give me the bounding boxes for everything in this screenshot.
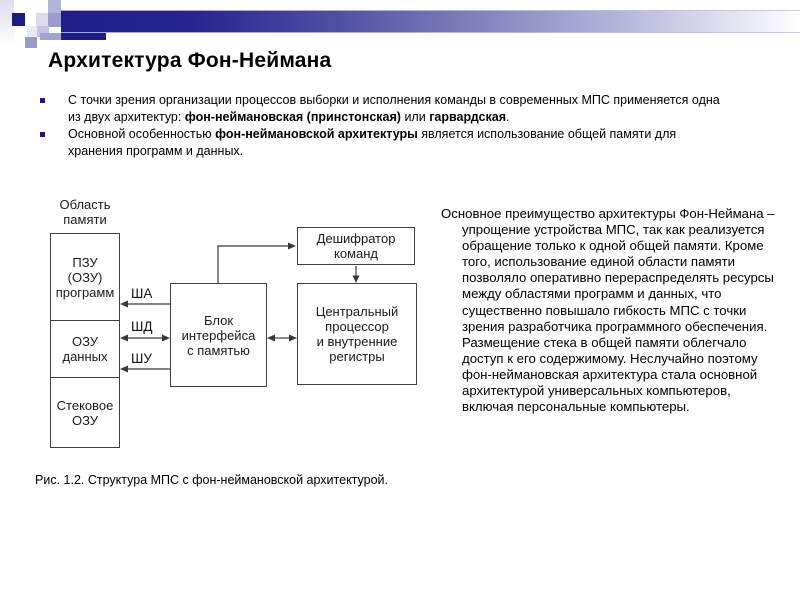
command-decoder-box: Дешифратор команд (297, 227, 415, 265)
address-bus-label: ША (131, 286, 153, 301)
memory-column (50, 233, 120, 448)
memory-area-label: Область памяти (59, 197, 111, 227)
cpu-box: Центральный процессор и внутренние регистры (297, 283, 417, 385)
decor-square (12, 13, 25, 26)
bullet-item (38, 92, 734, 126)
bullet-text: С точки зрения организации процессов выборки и исполнения команды в современных МПС применяется одна из двух архитектур: фон-неймановская (принстонская) или гарвардская. (68, 93, 720, 124)
memory-cell-rom-program: ПЗУ (ОЗУ) программ (51, 234, 119, 321)
memory-cell-ram-data: ОЗУ данных (51, 321, 119, 378)
bullet-text: Основной особенностью фон-неймановской архитектуры является использование общей памяти для хранения программ и данных. (68, 127, 677, 158)
bullet-item (38, 126, 734, 160)
bullet-list (38, 92, 734, 160)
memory-interface-box: Блок интерфейса с памятью (170, 283, 267, 387)
slide-title: Архитектура Фон-Неймана (48, 49, 332, 72)
bullet-square-icon (40, 98, 45, 103)
decor-square (48, 13, 61, 27)
control-bus-label: ШУ (131, 351, 152, 366)
decor-square (40, 33, 61, 40)
memory-cell-stack-ram: Стековое ОЗУ (56, 397, 114, 428)
decor-square (27, 26, 37, 37)
decor-gradient-bar (61, 10, 800, 33)
decor-square (25, 37, 37, 48)
side-paragraph: Основное преимущество архитектуры Фон-Неймана – упрощение устройства МПС, так как реализуется обращение только к одной общей памяти. Кроме того, использование единой области памяти позволяло оперативно перераспределять ресурсы между областями программ и данных, что существенно повышало гибкость МПС с точки зрения разработчика программного обеспечения. Размещение стека в общей памяти облегчало доступ к его содержимому. Неслучайно поэтому фон-неймановская архитектура стала основной архитектурой универсальных компьютеров, включая персональные компьютеры. (441, 206, 775, 415)
figure-caption: Рис. 1.2. Структура МПС с фон-неймановской архитектурой. (35, 473, 389, 487)
decor-square (61, 33, 106, 40)
bullet-square-icon (40, 132, 45, 137)
decor-square (48, 0, 61, 13)
decor-square (36, 13, 48, 26)
data-bus-label: ШД (131, 319, 153, 334)
